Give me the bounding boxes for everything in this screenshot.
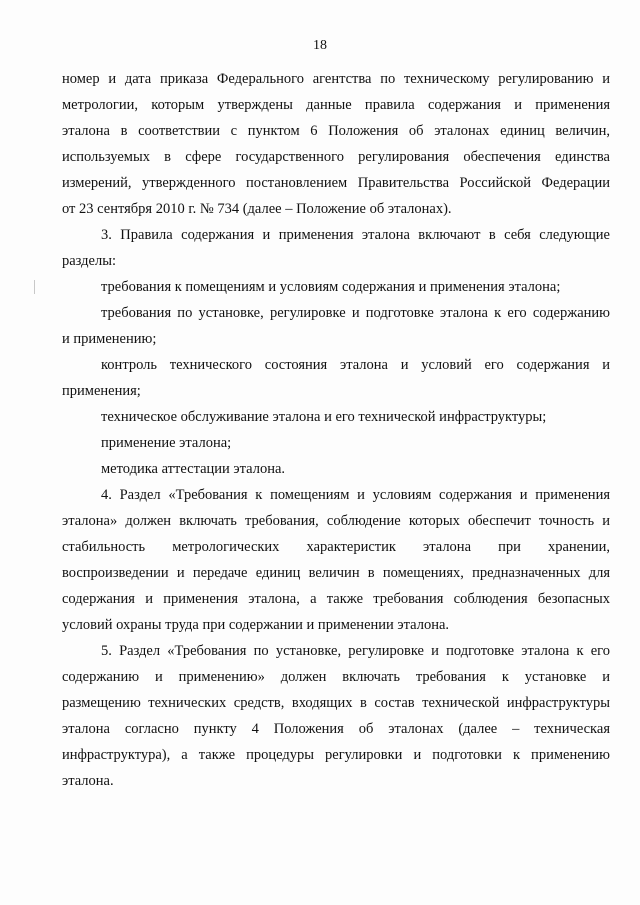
text-line: эталона. [62,773,114,789]
text-line: эталона» должен включать требования, соблюдение которых обеспечит точность и [62,513,610,529]
text-line: метрологии, которым утверждены данные правила содержания и применения [62,97,610,113]
text-line: эталона согласно пункту 4 Положения об эталонах (далее – техническая [62,721,610,737]
margin-mark [34,280,35,294]
text-line: воспроизведении и передаче единиц величин в помещениях, предназначенных для [62,565,610,581]
text-line: используемых в сфере государственного регулирования обеспечения единства [62,149,610,165]
text-line: инфраструктура), а также процедуры регулировки и подготовки к применению [62,747,610,763]
text-line: содержания и применения эталона, а также требования соблюдения безопасных [62,591,610,607]
text-line: применения; [62,383,141,399]
text-line: содержанию и применению» должен включать требования к установке и [62,669,610,685]
text-line: 3. Правила содержания и применения эталона включают в себя следующие [101,227,610,243]
text-line: и применению; [62,331,157,347]
text-line: контроль технического состояния эталона и условий его содержания и [101,357,610,373]
text-line: требования по установке, регулировке и подготовке эталона к его содержанию [101,305,610,321]
text-line: эталона в соответствии с пунктом 6 Положения об эталонах единиц величин, [62,123,610,139]
text-line: размещению технических средств, входящих в состав технической инфраструктуры [62,695,610,711]
text-line: 4. Раздел «Требования к помещениям и условиям содержания и применения [101,487,610,503]
text-line: требования к помещениям и условиям содержания и применения эталона; [101,279,561,295]
text-line: стабильность метрологических характеристик эталона при хранении, [62,539,610,555]
text-line: номер и дата приказа Федерального агентства по техническому регулированию и [62,71,610,87]
text-line: методика аттестации эталона. [101,461,286,477]
text-line: условий охраны труда при содержании и применении эталона. [62,617,450,633]
text-line: от 23 сентября 2010 г. № 734 (далее – Положение об эталонах). [62,201,452,217]
page-number: 18 [313,38,327,53]
text-line: применение эталона; [101,435,232,451]
text-line: техническое обслуживание эталона и его технической инфраструктуры; [101,409,547,425]
text-line: измерений, утвержденного постановлением Правительства Российской Федерации [62,175,610,191]
text-line: 5. Раздел «Требования по установке, регулировке и подготовке эталона к его [101,643,610,659]
text-line: разделы: [62,253,116,269]
